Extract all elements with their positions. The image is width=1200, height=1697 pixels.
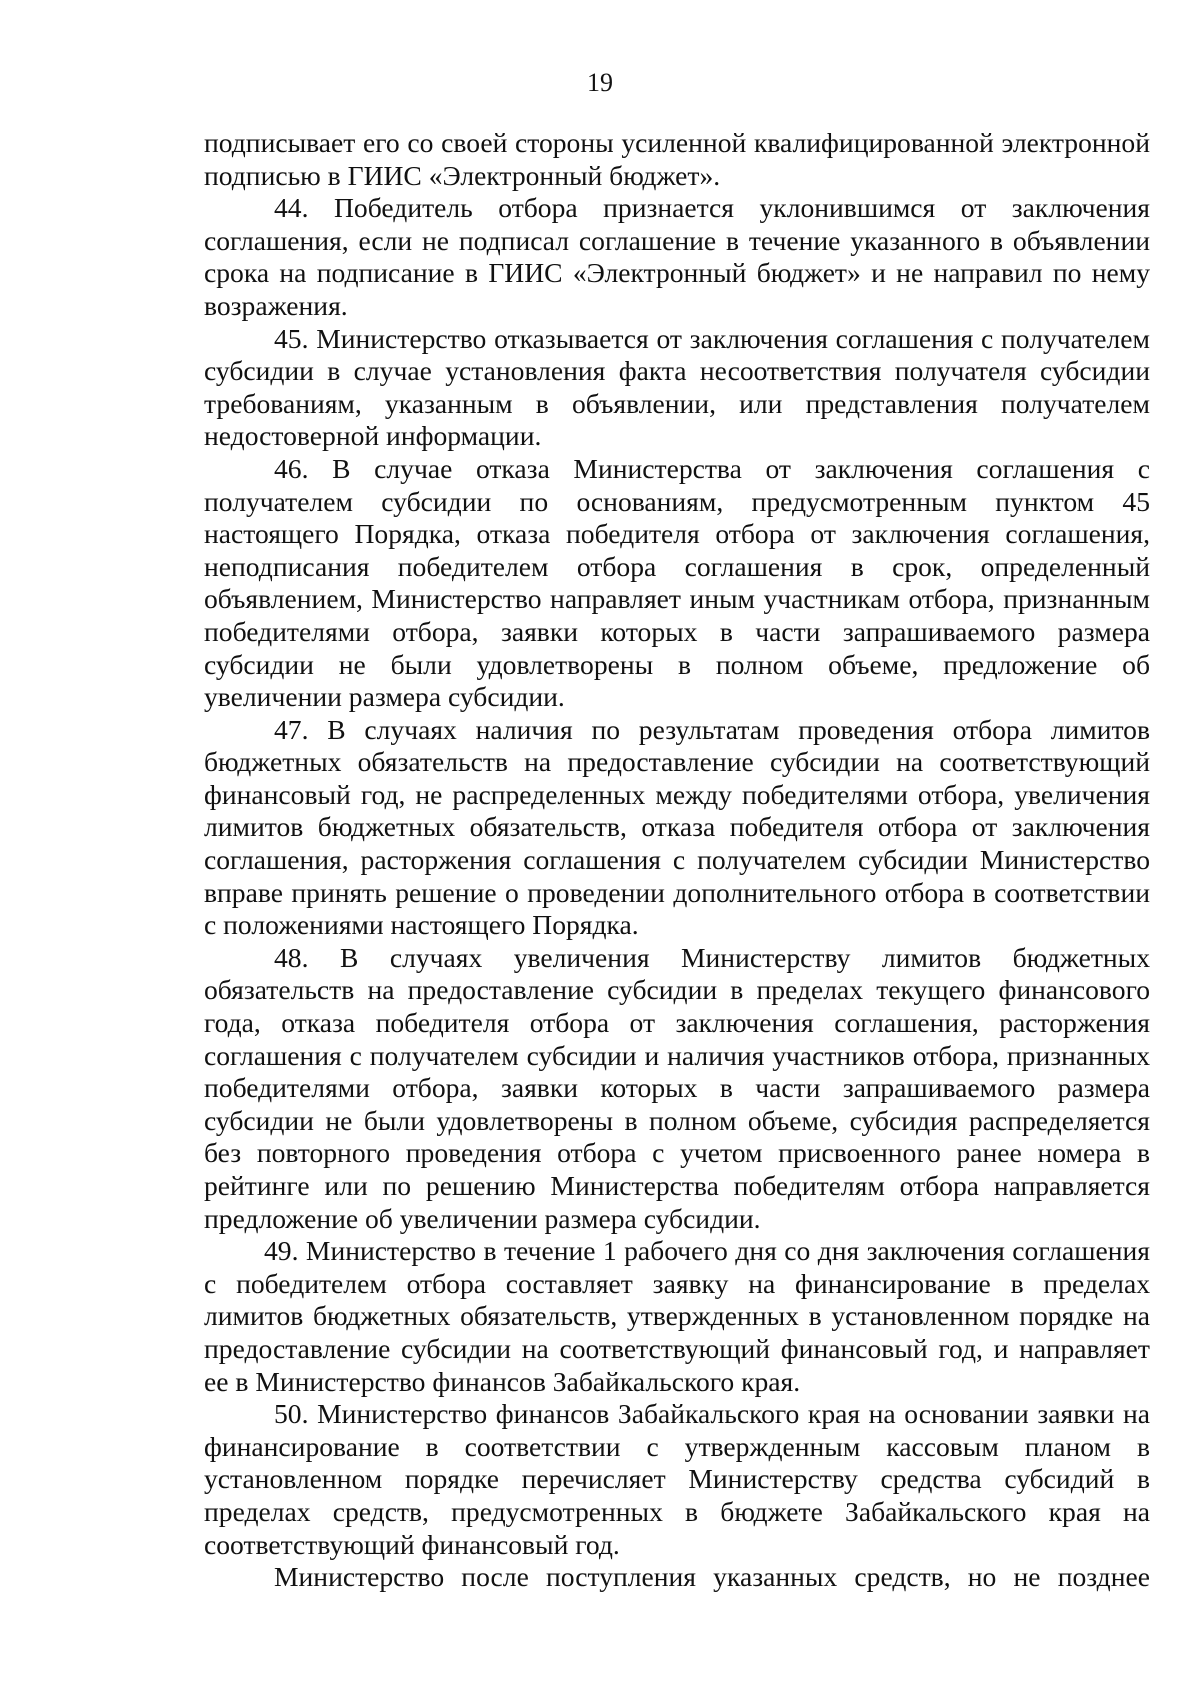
paragraph-48: 48. В случаях увеличения Министерству лимитов бюджетных обязательств на предоставление субсидии в пределах текущего финансового года, отказа победителя отбора от заключения соглашения, расторжения соглашения с получателем субсидии и наличия участников отбора, признанных победителями отбора, заявки которых в части запрашиваемого размера субсидии не были удовлетворены в полном объеме, субсидия распределяется без повторного проведения отбора с учетом присвоенного ранее номера в рейтинге или по решению Министерства победителям отбора направляется предложение об увеличении размера субсидии. — [204, 941, 1150, 1234]
paragraph-44: 44. Победитель отбора признается уклонившимся от заключения соглашения, если не подписал соглашение в течение указанного в объявлении срока на подписание в ГИИС «Электронный бюджет» и не направил по нему возражения. — [204, 192, 1150, 321]
document-body — [204, 127, 1150, 1594]
paragraph-50-continued: Министерство после поступления указанных средств, но не позднее — [274, 1561, 1150, 1593]
paragraph-46: 46. В случае отказа Министерства от заключения соглашения с получателем субсидии по основаниям, предусмотренным пунктом 45 настоящего Порядка, отказа победителя отбора от заключения соглашения, неподписания победителем отбора соглашения в срок, определенный объявлением, Министерство направляет иным участникам отбора, признанным победителями отбора, заявки которых в части запрашиваемого размера субсидии не были удовлетворены в полном объеме, предложение об увеличении размера субсидии. — [204, 452, 1150, 713]
paragraph-49: 49. Министерство в течение 1 рабочего дня со дня заключения соглашения с победителем отбора составляет заявку на финансирование в пределах лимитов бюджетных обязательств, утвержденных в установленном порядке на предоставление субсидии на соответствующий финансовый год, и направляет ее в Министерство финансов Забайкальского края. — [204, 1235, 1150, 1397]
paragraph-50: 50. Министерство финансов Забайкальского края на основании заявки на финансирование в соответствии с утвержденным кассовым планом в установленном порядке перечисляет Министерству средства субсидий в пределах средств, предусмотренных в бюджете Забайкальского края на соответствующий финансовый год. — [204, 1398, 1150, 1560]
paragraph-continuation: подписывает его со своей стороны усиленной квалифицированной электронной подписью в ГИИС «Электронный бюджет». — [204, 127, 1150, 191]
paragraph-47: 47. В случаях наличия по результатам проведения отбора лимитов бюджетных обязательств на предоставление субсидии на соответствующий финансовый год, не распределенных между победителями отбора, увеличения лимитов бюджетных обязательств, отказа победителя отбора от заключения соглашения, расторжения соглашения с получателем субсидии Министерство вправе принять решение о проведении дополнительного отбора в соответствии с положениями настоящего Порядка. — [204, 713, 1150, 941]
page-number: 19 — [587, 68, 613, 97]
paragraph-45: 45. Министерство отказывается от заключения соглашения с получателем субсидии в случае установления факта несоответствия получателя субсидии требованиям, указанным в объявлении, или представления получателем недостоверной информации. — [204, 322, 1150, 452]
